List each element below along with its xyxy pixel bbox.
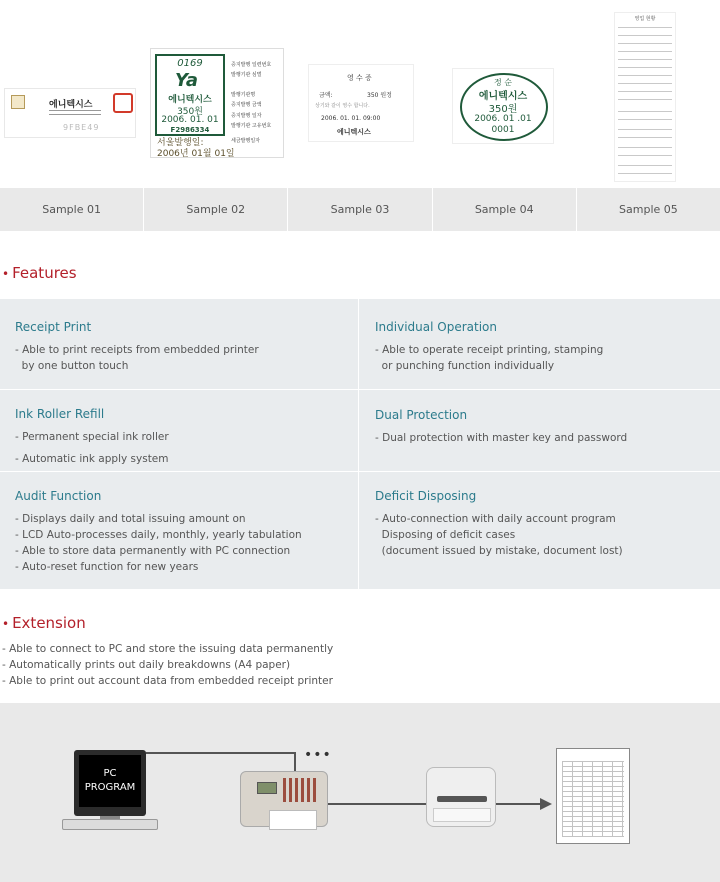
report-row xyxy=(618,51,672,52)
printer-tray xyxy=(433,808,491,822)
feature-title: Receipt Print xyxy=(15,320,92,334)
keypad xyxy=(283,778,317,802)
lcd-display xyxy=(257,782,277,794)
sample-04-image[interactable] xyxy=(452,68,554,144)
sample-01-company: 에니텍시스 xyxy=(49,100,93,110)
sample-02-image[interactable] xyxy=(150,48,284,158)
connection-line xyxy=(146,752,296,754)
connection-line xyxy=(328,803,426,805)
pc-label: PC xyxy=(103,768,117,779)
stamp-label: 증지발행 금액 xyxy=(231,102,262,108)
divider xyxy=(0,471,720,472)
more-dots: ••• xyxy=(304,747,332,763)
sample-01-image[interactable] xyxy=(4,88,136,138)
feature-title: Dual Protection xyxy=(375,408,468,422)
report-row xyxy=(618,137,672,138)
tab-sample-05[interactable]: Sample 05 xyxy=(619,203,678,216)
receipt-amount-value: 350 원정 xyxy=(367,92,392,99)
stamp-label: 발행기관 심벌 xyxy=(231,72,262,78)
oval-top: 정 순 xyxy=(494,78,512,87)
paper-sheet xyxy=(269,810,317,830)
report-row xyxy=(618,83,672,84)
extension-item: - Automatically prints out daily breakdowns (A4 paper) xyxy=(2,659,291,671)
feature-deficit-disposing xyxy=(375,489,623,559)
tab-sample-02[interactable]: Sample 02 xyxy=(144,188,288,231)
feature-text: - Automatic ink apply system xyxy=(15,453,169,465)
report-row xyxy=(618,165,672,166)
stamp-label: 세금발행일자 xyxy=(231,138,260,144)
stamp-number: 0169 xyxy=(177,58,203,69)
feature-title: Individual Operation xyxy=(375,320,497,334)
chip-icon xyxy=(11,95,25,109)
keyboard-icon xyxy=(62,819,158,830)
feature-text: - Able to store data permanently with PC connection xyxy=(15,545,291,557)
feature-text: (document issued by mistake, document lost) xyxy=(375,545,623,557)
pc-screen xyxy=(79,755,141,807)
feature-title: Audit Function xyxy=(15,489,102,503)
stamp-handwritten-1: 서울발행일: xyxy=(157,138,204,148)
feature-text: - Able to operate receipt printing, stamping or punching function individually xyxy=(375,344,604,372)
samples-strip xyxy=(0,0,720,188)
feature-title: Ink Roller Refill xyxy=(15,407,105,421)
report-row xyxy=(618,99,672,100)
printer-icon xyxy=(426,767,496,827)
features-panel xyxy=(0,299,720,589)
feature-text: - Auto-connection with daily account program xyxy=(375,513,616,525)
extension-heading-text: Extension xyxy=(12,614,86,632)
stamp-date: 2006. 01. 01 xyxy=(161,115,219,125)
feature-dual-protection xyxy=(375,408,627,446)
extension-list xyxy=(2,641,333,689)
stamp-label: 발행기관 고유번호 xyxy=(231,123,272,129)
receipt-company: 에니텍시스 xyxy=(337,128,371,136)
stamp-handwritten-2: 2006년 01월 01일 xyxy=(157,149,235,159)
features-heading-text: Features xyxy=(12,264,77,282)
feature-ink-roller xyxy=(15,407,169,467)
report-row xyxy=(618,119,672,120)
feature-text: Disposing of deficit cases xyxy=(375,529,516,541)
receipt-amount-label: 금액: xyxy=(319,92,333,99)
features-heading xyxy=(2,264,77,282)
feature-text: - LCD Auto-processes daily, monthly, yearly tabulation xyxy=(15,529,302,541)
sample-01-footer: 9FBE49 xyxy=(63,123,100,132)
report-row xyxy=(618,43,672,44)
pc-program-label: PROGRAM xyxy=(84,782,136,793)
connection-diagram xyxy=(0,703,720,882)
report-row xyxy=(618,173,672,174)
feature-text: - Permanent special ink roller xyxy=(15,431,169,443)
extension-item: - Able to print out account data from embedded receipt printer xyxy=(2,675,333,687)
oval-amount: 350원 xyxy=(488,104,518,115)
feature-text: - Auto-reset function for new years xyxy=(15,561,199,573)
printer-slot xyxy=(437,796,487,802)
divider xyxy=(0,389,720,390)
text-line xyxy=(49,114,101,115)
stamp-frame xyxy=(155,54,225,136)
divider xyxy=(358,299,359,589)
report-row xyxy=(618,59,672,60)
tab-sample-03[interactable]: Sample 03 xyxy=(288,188,432,231)
stamp-logo: Ya xyxy=(175,70,199,91)
report-row xyxy=(618,67,672,68)
feature-individual-operation xyxy=(375,320,603,374)
stamp-code: F2986334 xyxy=(170,126,210,134)
stamp-label: 증지발행 일자 xyxy=(231,113,262,119)
report-row xyxy=(618,27,672,28)
report-header: 영업 현황 xyxy=(634,16,656,22)
receipt-title: 영 수 증 xyxy=(347,74,372,82)
connection-line xyxy=(496,803,546,805)
feature-audit-function xyxy=(15,489,302,575)
arrow-right-icon xyxy=(540,798,552,810)
tab-sample-01[interactable]: Sample 01 xyxy=(0,188,144,231)
feature-title: Deficit Disposing xyxy=(375,489,477,503)
bullet-icon: • xyxy=(2,267,10,281)
stamp-company: 에니텍시스 xyxy=(168,95,212,105)
receipt-datetime: 2006. 01. 01. 09:00 xyxy=(321,115,381,122)
feature-text: - Able to print receipts from embedded printer by one button touch xyxy=(15,344,259,372)
sample-03-image[interactable] xyxy=(308,64,414,142)
seal-icon xyxy=(113,93,133,113)
feature-text: - Displays daily and total issuing amount on xyxy=(15,513,246,525)
pc-monitor-icon xyxy=(74,750,146,816)
sample-tabs xyxy=(0,188,720,231)
report-row xyxy=(618,35,672,36)
tab-sample-04[interactable]: Sample 04 xyxy=(433,188,577,231)
extension-item: - Able to connect to PC and store the issuing data permanently xyxy=(2,643,334,655)
stamp-label: 발행기관명 xyxy=(231,92,256,98)
report-grid xyxy=(562,761,624,837)
oval-company: 에니텍시스 xyxy=(478,91,528,102)
report-row xyxy=(618,155,672,156)
bullet-icon: • xyxy=(2,617,10,631)
oval-serial: 0001 xyxy=(491,125,515,135)
feature-text: - Dual protection with master key and password xyxy=(375,432,628,444)
report-row xyxy=(618,147,672,148)
stamp-label: 증지발행 일련번호 xyxy=(231,62,272,68)
feature-receipt-print xyxy=(15,320,259,374)
stamp-machine-icon xyxy=(240,771,328,827)
report-row xyxy=(618,129,672,130)
sample-05-image[interactable] xyxy=(614,12,676,182)
report-row xyxy=(618,111,672,112)
stamp-amount: 350원 xyxy=(177,107,203,117)
text-line xyxy=(49,110,101,111)
extension-heading xyxy=(2,614,86,632)
report-row xyxy=(618,91,672,92)
report-row xyxy=(618,75,672,76)
oval-date: 2006. 01 .01 xyxy=(474,114,532,124)
printed-report-icon xyxy=(556,748,630,844)
receipt-note: 상기와 같이 영수 합니다. xyxy=(315,103,370,109)
